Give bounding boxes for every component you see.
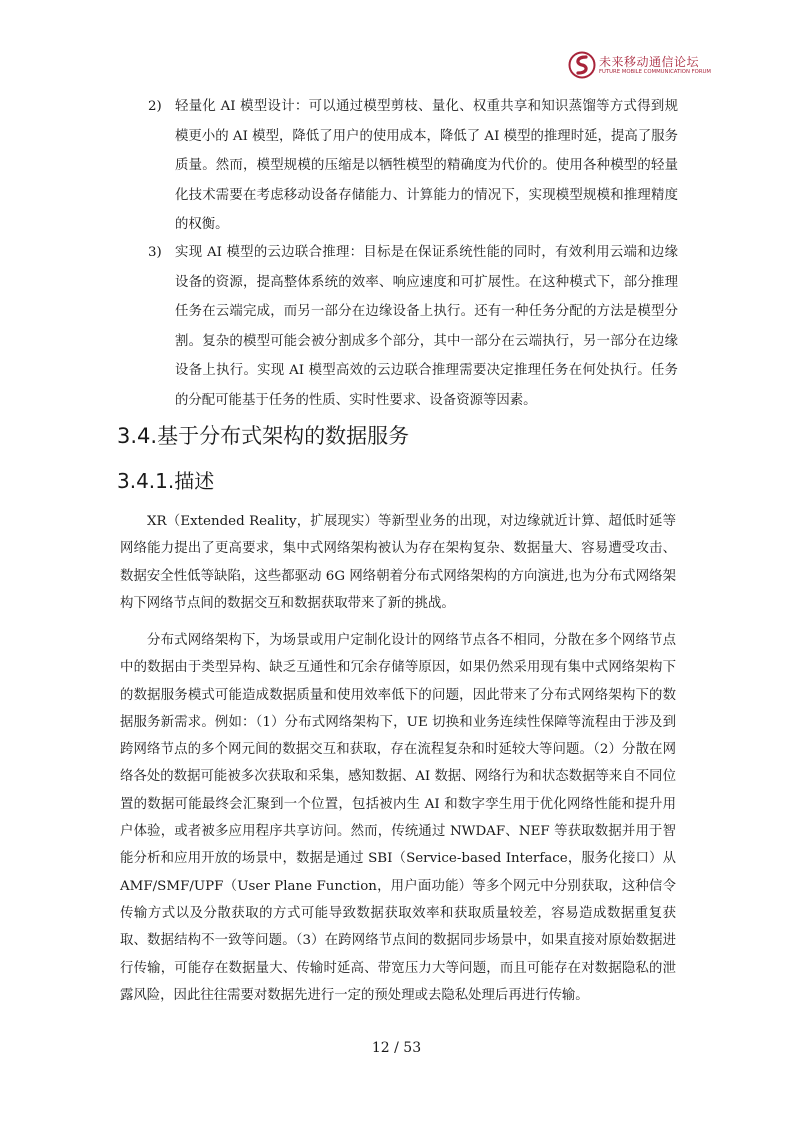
list-item-number: 2) [148,99,162,114]
list-item-text: 实现 AI 模型的云边联合推理：目标是在保证系统性能的同时，有效利用云端和边缘设备的资源，提高整体系统的效率、响应速度和可扩展性。在这种模式下，部分推理任务在云端完成，而另一部分在边缘设备上执行。还有一种任务分配的方法是模型分割。复杂的模型可能会被分割成多个部分，其中一部分在云端执行，另一部分在边缘设备上执行。实现 AI 模型高效的云边联合推理需要决定推理任务在何处执行。任务的分配可能基于任务的性质、实时性要求、设备资源等因素。 [175,245,678,408]
forum-logo-icon [567,50,597,80]
paragraph: XR（Extended Reality，扩展现实）等新型业务的出现，对边缘就近计算、超低时延等网络能力提出了更高要求，集中式网络架构被认为存在架构复杂、数据量大、容易遭受攻击、数据安全性低等缺陷，这些都驱动 6G 网络朝着分布式网络架构的方向演进,也为分布式网络架构下网络节点间的数据交互和数据获取带来了新的挑战。 [120,514,676,611]
section-title: 3.4.基于分布式架构的数据服务 [117,424,410,448]
list-item-number: 3) [148,245,162,260]
page-number: 12 / 53 [371,1040,422,1056]
page-header [567,50,711,82]
list-item [148,238,678,415]
list-item-text: 轻量化 AI 模型设计：可以通过模型剪枝、量化、权重共享和知识蒸馏等方式得到规模更小的 AI 模型，降低了用户的使用成本，降低了 AI 模型的推理时延，提高了服务质量。然而，模型规模的压缩是以牺牲模型的精确度为代价的。使用各种模型的轻量化技术需要在考虑移动设备存储能力、计算能力的情况下，实现模型规模和推理精度的权衡。 [175,99,678,232]
subsection-title: 3.4.1.描述 [117,469,215,493]
forum-name-cn: 未来移动通信论坛 [599,55,700,69]
list-item [148,92,678,240]
paragraph: 分布式网络架构下，为场景或用户定制化设计的网络节点各不相同，分散在多个网络节点中的数据由于类型异构、缺乏互通性和冗余存储等原因，如果仍然采用现有集中式网络架构下的数据服务模式可能造成数据质量和使用效率低下的问题，因此带来了分布式网络架构下的数据服务新需求。例如：（1）分布式网络架构下，UE 切换和业务连续性保障等流程由于涉及到跨网络节点的多个网元间的数据交互和获取，存在流程复杂和时延较大等问题。（2）分散在网络各处的数据可能被多次获取和采集，感知数据、AI 数据、网络行为和状态数据等来自不同位置的数据可能最终会汇聚到一个位置，包括被内生 AI 和数字孪生用于优化网络性能和提升用户体验，或者被多应用程序共享访问。然而，传统通过 NWDAF、NEF 等获取数据并用于智能分析和应用开放的场景中，数据是通过 SBI（Service-based Interface，服务化接口）从 AMF/SMF/UPF（User Plane Function，用户面功能）等多个网元中分别获取，这种信令传输方式以及分散获取的方式可能导致数据获取效率和获取质量较差，容易造成数据重复获取、数据结构不一致等问题。（3）在跨网络节点间的数据同步场景中，如果直接对原始数据进行传输，可能存在数据量大、传输时延高、带宽压力大等问题，而且可能存在对数据隐私的泄露风险，因此往往需要对数据先进行一定的预处理或去隐私处理后再进行传输。 [120,633,676,1003]
forum-name-en: FUTURE MOBILE COMMUNICATION FORUM [599,69,711,75]
